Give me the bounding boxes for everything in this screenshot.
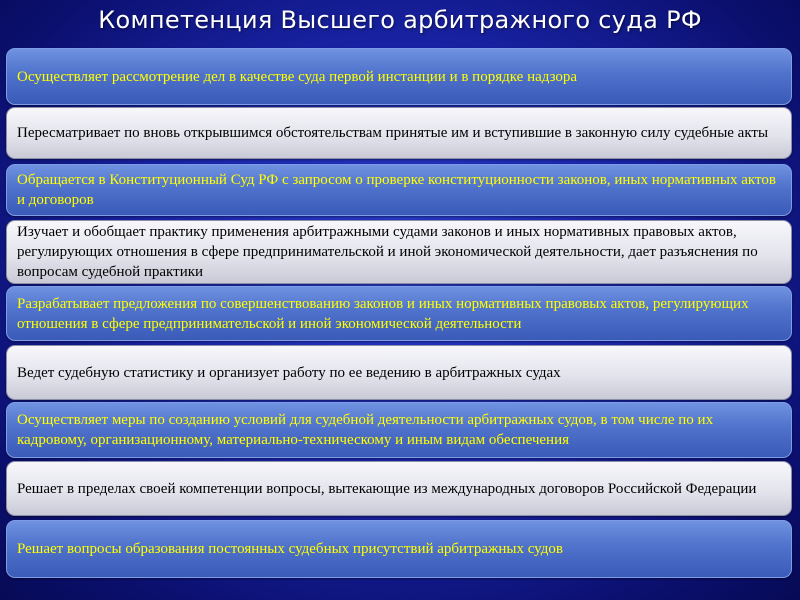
list-item-text: Решает вопросы образования постоянных судебных присутствий арбитражных судов xyxy=(17,541,563,557)
list-item xyxy=(6,345,792,400)
list-item-text: Пересматривает по вновь открывшимся обстоятельствам принятые им и вступившие в законную силу судебные акты xyxy=(17,125,769,141)
list-item-text: Осуществляет меры по созданию условий для судебной деятельности арбитражных судов, в том числе по их кадровому, организационному, материально-техническому и иным видам обеспечения xyxy=(17,412,714,448)
list-item xyxy=(6,48,792,105)
list-item-text: Осуществляет рассмотрение дел в качестве суда первой инстанции и в порядке надзора xyxy=(17,68,578,85)
list-item xyxy=(6,286,792,341)
list-item-text: Обращается в Конституционный Суд РФ с запросом о проверке конституционности законов, иных нормативных актов и договоров xyxy=(17,172,776,208)
list-item-text: Ведет судебную статистику и организует работу по ее ведению в арбитражных судах xyxy=(17,364,561,381)
list-item xyxy=(6,107,792,159)
list-item xyxy=(6,520,792,578)
list-item xyxy=(6,402,792,458)
page-title: Компетенция Высшего арбитражного суда РФ xyxy=(98,6,702,34)
list-item-text: Решает в пределах своей компетенции вопросы, вытекающие из международных договоров Российской Федерации xyxy=(17,480,757,497)
list-item xyxy=(6,220,792,284)
list-item xyxy=(6,461,792,516)
list-item-text: Изучает и обобщает практику применения арбитражными судами законов и иных нормативных правовых актов, регулирующих отношения в сфере предпринимательской и иной экономической деятельности, дает разъяснения по вопросам судебной практики xyxy=(17,224,758,280)
list-item xyxy=(6,164,792,216)
list-item-text: Разрабатывает предложения по совершенствованию законов и иных нормативных правовых актов, регулирующих отношения в сфере предпринимательской и иной экономической деятельности xyxy=(17,295,749,332)
